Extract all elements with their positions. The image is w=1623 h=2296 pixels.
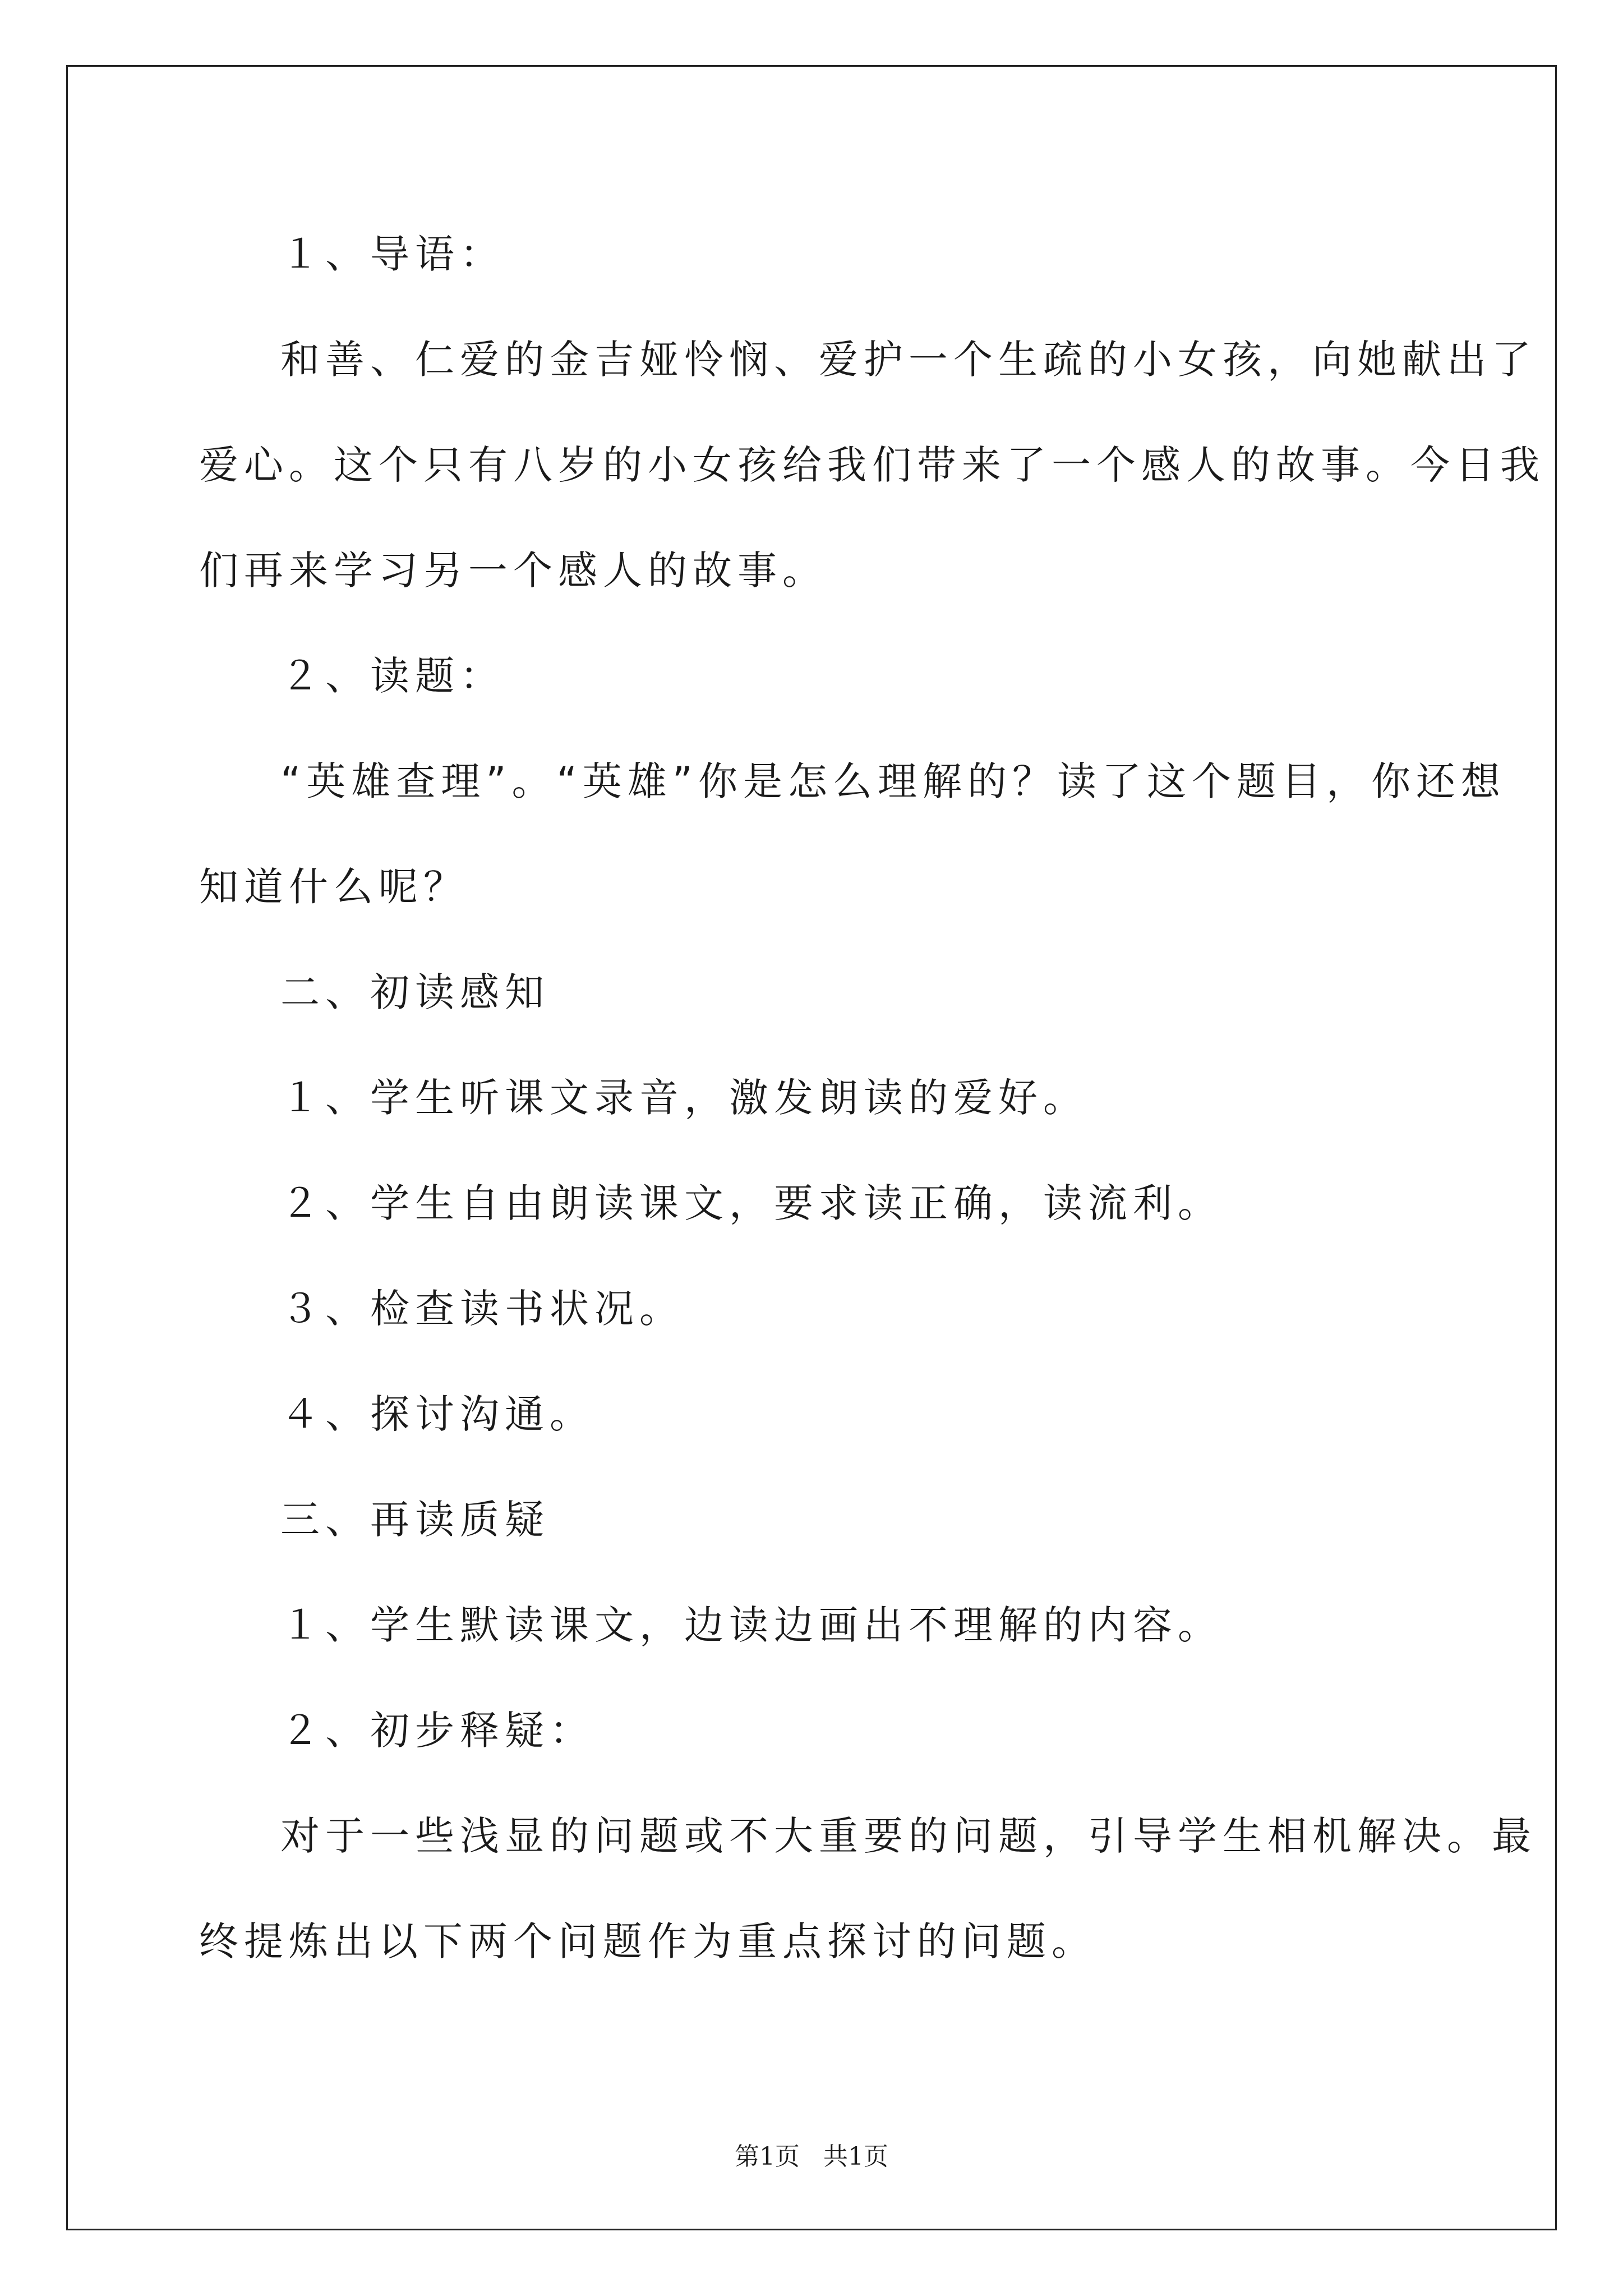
list-item: １、学生听课文录音，激发朗读的爱好。 (280, 1075, 1088, 1121)
list-item: ２、初步释疑： (280, 1708, 594, 1754)
paragraph-line: 知道什么呢？ (199, 864, 468, 910)
paragraph-line: 和善、仁爱的金吉娅怜悯、爱护一个生疏的小女孩，向她献出了 (280, 337, 1537, 383)
section-heading: 三、再读质疑 (280, 1497, 550, 1543)
heading-duti: ２、读题： (280, 653, 505, 699)
list-item: ２、学生自由朗读课文，要求读正确，读流利。 (280, 1180, 1223, 1226)
paragraph-line: 终提炼出以下两个问题作为重点探讨的问题。 (199, 1918, 1096, 1964)
list-item: ４、探讨沟通。 (280, 1391, 594, 1437)
list-item: １、学生默读课文，边读边画出不理解的内容。 (280, 1602, 1223, 1648)
paragraph-line: 爱心。这个只有八岁的小女孩给我们带来了一个感人的故事。今日我 (199, 442, 1545, 488)
page-footer (0, 2136, 1623, 2172)
list-item: ３、检查读书状况。 (280, 1286, 684, 1332)
section-heading: 二、初读感知 (280, 969, 550, 1015)
page-total: 共1页 (823, 2142, 888, 2171)
paragraph-line: 对于一些浅显的问题或不大重要的问题，引导学生相机解决。最 (280, 1813, 1537, 1859)
paragraph-line: 们再来学习另一个感人的故事。 (199, 547, 827, 593)
heading-daoyu: １、导语： (280, 231, 505, 277)
page-current: 第1页 (735, 2142, 800, 2171)
paragraph-line: “英雄查理”。“英雄”你是怎么理解的？读了这个题目，你还想 (280, 758, 1506, 804)
page-border (66, 65, 1557, 2230)
